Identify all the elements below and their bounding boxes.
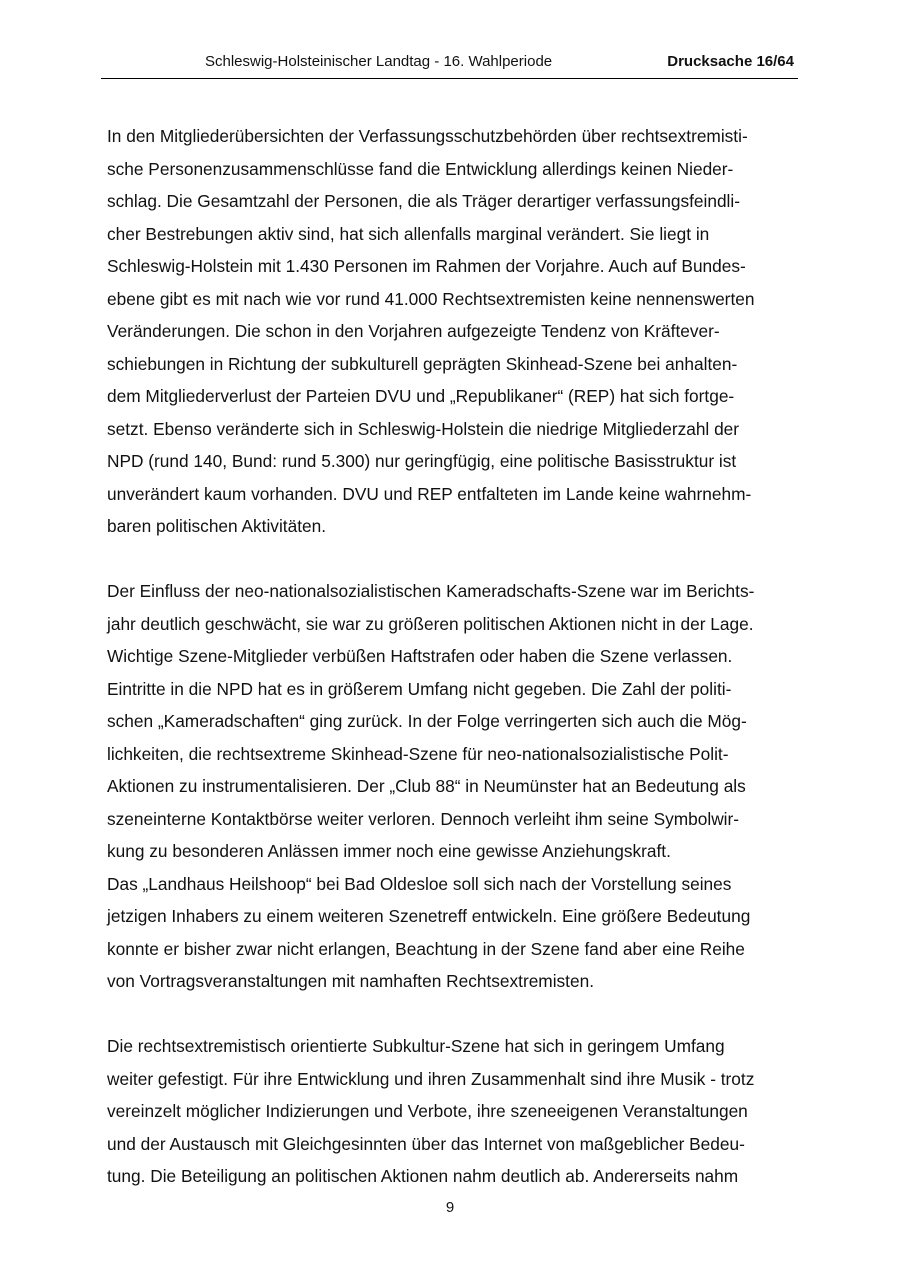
text-line: weiter gefestigt. Für ihre Entwicklung und ihren Zusammenhalt sind ihre Musik - trotz <box>107 1068 755 1089</box>
text-line: lichkeiten, die rechtsextreme Skinhead-Szene für neo-nationalsozialistische Polit- <box>107 743 729 764</box>
text-line: NPD (rund 140, Bund: rund 5.300) nur geringfügig, eine politische Basisstruktur ist <box>107 451 737 471</box>
text-line: Aktionen zu instrumentalisieren. Der „Club 88“ in Neumünster hat an Bedeutung als <box>107 776 746 796</box>
text-line: Die rechtsextremistisch orientierte Subkultur-Szene hat sich in geringem Umfang <box>107 1036 725 1056</box>
paragraph <box>107 575 807 998</box>
text-line: Der Einfluss der neo-nationalsozialistischen Kameradschafts-Szene war im Berichts- <box>107 581 755 601</box>
text-line: vereinzelt möglicher Indizierungen und Verbote, ihre szeneeigenen Veranstaltungen <box>107 1101 748 1121</box>
paragraph-gap <box>107 543 807 576</box>
text-line: schen „Kameradschaften“ ging zurück. In der Folge verringerten sich auch die Mög- <box>107 711 747 731</box>
text-line: In den Mitgliederübersichten der Verfassungsschutzbehörden über rechtsextremisti- <box>107 126 748 146</box>
text-line: szeneinterne Kontaktbörse weiter verloren. Dennoch verleiht ihm seine Symbolwir- <box>107 808 740 829</box>
text-line: baren politischen Aktivitäten. <box>107 516 327 536</box>
text-line: Eintritte in die NPD hat es in größerem Umfang nicht gegeben. Die Zahl der politi- <box>107 678 732 699</box>
page-header <box>101 48 798 79</box>
paragraph-gap <box>107 998 807 1031</box>
text-line: Veränderungen. Die schon in den Vorjahren aufgezeigte Tendenz von Kräftever- <box>107 321 720 341</box>
text-line: konnte er bisher zwar nicht erlangen, Beachtung in der Szene fand aber eine Reihe <box>107 938 745 959</box>
text-line: schiebungen in Richtung der subkulturell geprägten Skinhead-Szene bei anhalten- <box>107 353 738 374</box>
text-line: jetzigen Inhabers zu einem weiteren Szenetreff entwickeln. Eine größere Bedeutung <box>107 906 751 926</box>
text-line: cher Bestrebungen aktiv sind, hat sich allenfalls marginal verändert. Sie liegt in <box>107 223 710 244</box>
text-line: unverändert kaum vorhanden. DVU und REP entfalteten im Lande keine wahrnehm- <box>107 483 752 504</box>
page-number: 9 <box>445 1199 455 1216</box>
text-line: und der Austausch mit Gleichgesinnten über das Internet von maßgeblicher Bedeu- <box>107 1133 745 1154</box>
document-number: Drucksache 16/64 <box>667 53 794 70</box>
text-line: ebene gibt es mit nach wie vor rund 41.000 Rechtsextremisten keine nennenswerten <box>107 288 755 309</box>
text-line: kung zu besonderen Anlässen immer noch eine gewisse Anziehungskraft. <box>107 841 671 861</box>
body-text <box>107 120 807 1193</box>
text-line: setzt. Ebenso veränderte sich in Schleswig-Holstein die niedrige Mitgliederzahl der <box>107 418 740 439</box>
text-line: dem Mitgliederverlust der Parteien DVU und „Republikaner“ (REP) hat sich fortge- <box>107 386 735 406</box>
text-line: Schleswig-Holstein mit 1.430 Personen im Rahmen der Vorjahre. Auch auf Bundes- <box>107 256 746 276</box>
paragraph <box>107 1030 807 1193</box>
header-title: Schleswig-Holsteinischer Landtag - 16. Wahlperiode <box>205 53 553 70</box>
text-line: jahr deutlich geschwächt, sie war zu größeren politischen Aktionen nicht in der Lage. <box>107 613 754 634</box>
text-line: von Vortragsveranstaltungen mit namhaften Rechtsextremisten. <box>107 971 595 991</box>
text-line: Das „Landhaus Heilshoop“ bei Bad Oldesloe soll sich nach der Vorstellung seines <box>107 873 732 894</box>
text-line: sche Personenzusammenschlüsse fand die Entwicklung allerdings keinen Nieder- <box>107 158 734 179</box>
text-line: tung. Die Beteiligung an politischen Aktionen nahm deutlich ab. Andererseits nahm <box>107 1166 739 1186</box>
text-line: schlag. Die Gesamtzahl der Personen, die als Träger derartiger verfassungsfeindli- <box>107 191 740 211</box>
paragraph <box>107 120 807 543</box>
text-line: Wichtige Szene-Mitglieder verbüßen Haftstrafen oder haben die Szene verlassen. <box>107 646 733 666</box>
